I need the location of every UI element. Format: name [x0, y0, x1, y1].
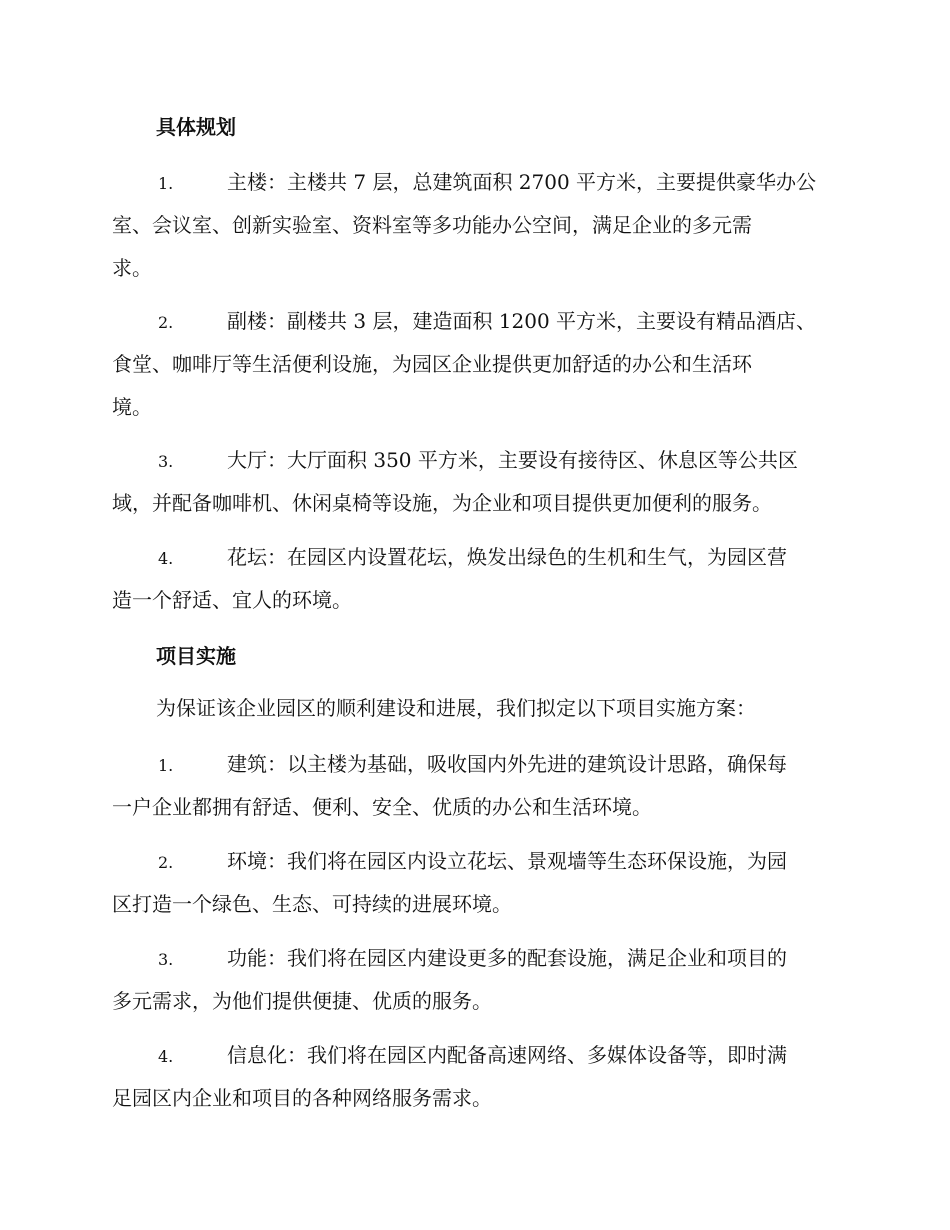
- list-number: 2.: [158, 853, 174, 872]
- paragraph-line: 造一个舒适、宜人的环境。: [112, 588, 352, 612]
- paragraph-line: 大厅：大厅面积 350 平方米，主要设有接待区、休息区等公共区: [227, 448, 798, 472]
- list-number: 2.: [158, 313, 174, 332]
- list-number: 1.: [158, 756, 174, 775]
- intro-paragraph: [112, 687, 838, 730]
- paragraph-line: 区打造一个绿色、生态、可持续的进展环境。: [112, 892, 512, 916]
- paragraph-line: 室、会议室、创新实验室、资料室等多功能办公空间，满足企业的多元需: [112, 213, 752, 237]
- paragraph-line: 副楼：副楼共 3 层，建造面积 1200 平方米，主要设有精品酒店、: [227, 309, 817, 333]
- list-item: [112, 1034, 838, 1120]
- list-item: [112, 161, 838, 290]
- paragraph-line: 足园区内企业和项目的各种网络服务需求。: [112, 1086, 492, 1110]
- list-item: [112, 300, 838, 429]
- paragraph-line: 境。: [112, 395, 152, 419]
- paragraph-line: 主楼：主楼共 7 层，总建筑面积 2700 平方米，主要提供豪华办公: [227, 170, 817, 194]
- list-item: [112, 840, 838, 926]
- section-heading: 具体规划: [156, 115, 236, 139]
- list-item: [112, 743, 838, 829]
- section-heading: 项目实施: [156, 644, 236, 668]
- paragraph-line: 求。: [112, 256, 152, 280]
- list-number: 4.: [158, 549, 174, 568]
- paragraph-line: 功能：我们将在园区内建设更多的配套设施，满足企业和项目的: [227, 946, 787, 970]
- paragraph-line: 花坛：在园区内设置花坛，焕发出绿色的生机和生气，为园区营: [227, 545, 787, 569]
- paragraph-line: 环境：我们将在园区内设立花坛、景观墙等生态环保设施，为园: [227, 849, 787, 873]
- paragraph-line: 为保证该企业园区的顺利建设和进展，我们拟定以下项目实施方案：: [156, 696, 756, 720]
- list-number: 1.: [158, 174, 174, 193]
- list-item: [112, 536, 838, 622]
- list-number: 3.: [158, 950, 174, 969]
- list-item: [112, 937, 838, 1023]
- list-number: 4.: [158, 1047, 174, 1066]
- list-item: [112, 439, 838, 525]
- paragraph-line: 一户企业都拥有舒适、便利、安全、优质的办公和生活环境。: [112, 795, 652, 819]
- list-number: 3.: [158, 452, 174, 471]
- paragraph-line: 信息化：我们将在园区内配备高速网络、多媒体设备等，即时满: [227, 1043, 787, 1067]
- paragraph-line: 食堂、咖啡厅等生活便利设施，为园区企业提供更加舒适的办公和生活环: [112, 352, 752, 376]
- paragraph-line: 多元需求，为他们提供便捷、优质的服务。: [112, 989, 492, 1013]
- paragraph-line: 域，并配备咖啡机、休闲桌椅等设施，为企业和项目提供更加便利的服务。: [112, 491, 772, 515]
- paragraph-line: 建筑：以主楼为基础，吸收国内外先进的建筑设计思路，确保每: [227, 752, 787, 776]
